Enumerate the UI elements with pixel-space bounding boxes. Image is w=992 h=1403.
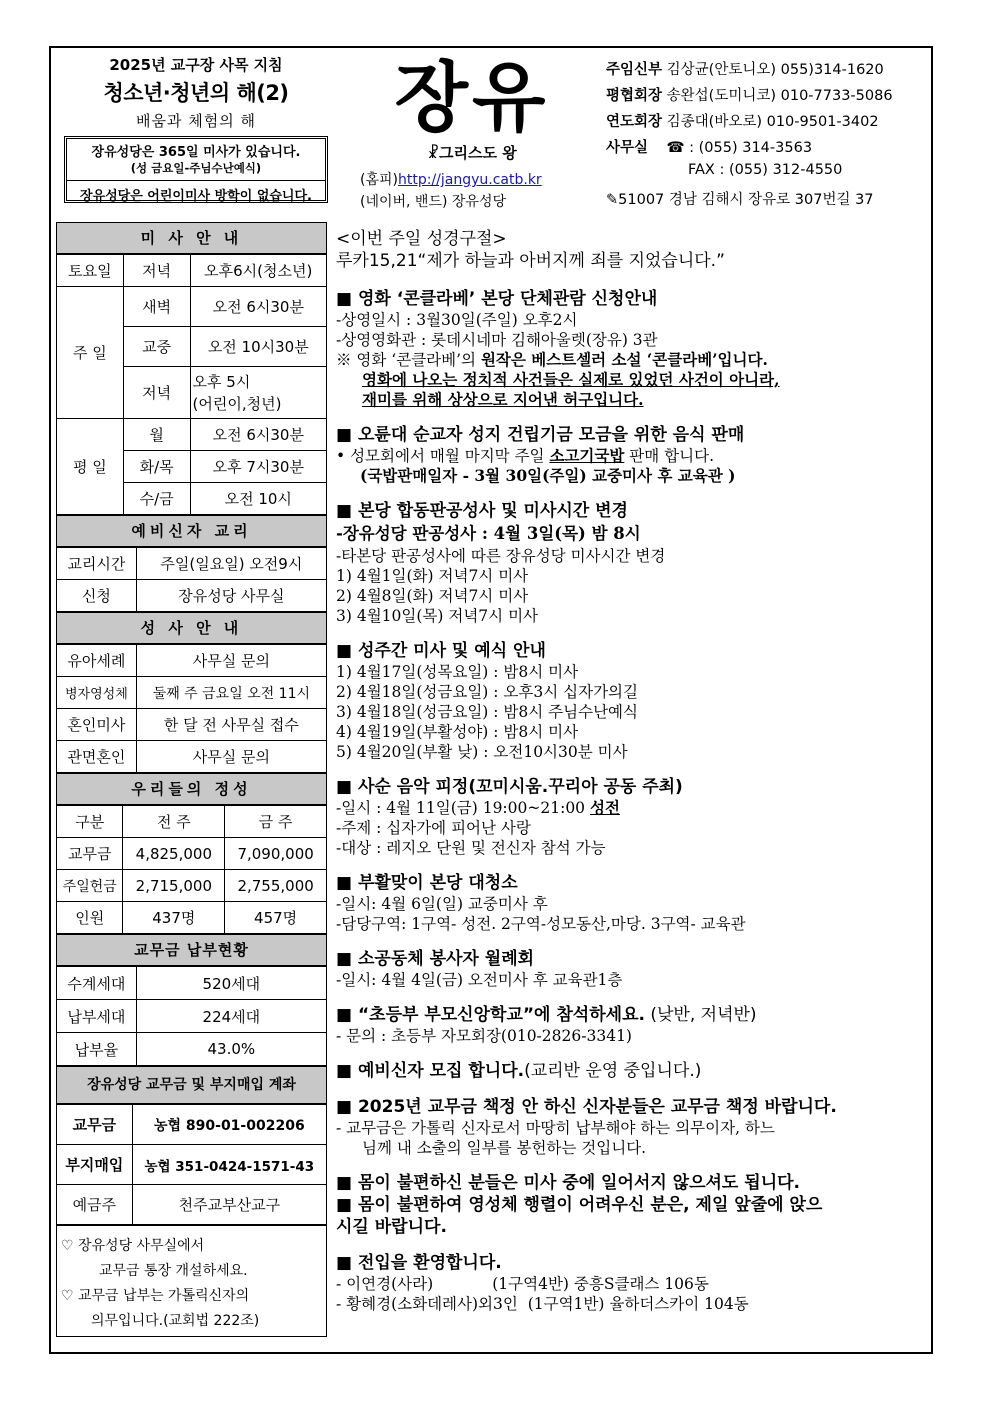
gospel-section xyxy=(336,228,926,272)
offering-cur: 2,755,000 xyxy=(225,870,327,902)
catechumen-label: 교리시간 xyxy=(57,548,137,580)
dues-label: 납부세대 xyxy=(57,1000,137,1033)
catechumen-value: 주일(일요일) 오전9시 xyxy=(136,548,326,580)
sat-time: 저녁 xyxy=(123,255,190,287)
confession-heading: ■ 본당 합동판공성사 및 미사시간 변경 xyxy=(336,501,628,521)
account-label: 예금주 xyxy=(57,1185,133,1225)
catechumen-value: 장유성당 사무실 xyxy=(136,580,326,612)
notice-children-mass: 장유성당은 어린이미사 방학이 없습니다. xyxy=(79,189,312,204)
homepage-link[interactable]: http://jangyu.catb.kr xyxy=(397,172,542,188)
notice-cleaning: ■ 부활맞이 본당 대청소 -일시: 4월 6일(일) 교중미사 후 -담당구역: 1구역- 성전. 2구역-성모동산,마당. 3구역- 교육관 xyxy=(336,872,926,934)
accounts-note: ♡ 장유성당 사무실에서 교무금 통장 개설하세요. ♡ 교무금 납부는 가톨릭신자의 의무입니다.(교회법 222조) xyxy=(56,1225,327,1337)
catechumen-label: 신청 xyxy=(57,580,137,612)
notice-food-sale: ■ 오륜대 순교자 성지 건립기금 모금을 위한 음식 판매 • 성모회에서 매월 마지막 주일 소고기국밥 판매 합니다. (국밥판매일자 - 3월 30일(주일) 교중미사 후 교육관 ) xyxy=(336,424,926,486)
notice-dues: ■ 2025년 교무금 책정 안 하신 신자분들은 교무금 책정 바랍니다. - 교무금은 가톨릭 신자로서 마땅히 납부해야 하는 의무이자, 하느 님께 내 소출의 일부를 봉헌하는 것입니다. xyxy=(336,1096,926,1158)
guideline-year: 2025년 교구장 사목 지침 xyxy=(109,56,283,74)
sun-label: 주 일 xyxy=(57,287,124,419)
sun-value: 오전 6시30분 xyxy=(190,287,326,327)
weekday-time: 화/목 xyxy=(123,451,190,483)
page-title: 장유 xyxy=(394,53,550,142)
accessibility-line: ■ 몸이 불편하여 영성체 행렬이 어려우신 분은, 제일 앞줄에 앉으 xyxy=(336,1195,823,1215)
sacrament-label: 혼인미사 xyxy=(57,709,137,741)
dues-heading: 교무금 납부현황 xyxy=(56,934,327,966)
sun-time: 교중 xyxy=(123,327,190,367)
sacrament-label: 병자영성체 xyxy=(57,677,137,709)
offering-header: 전 주 xyxy=(123,806,225,838)
sacrament-label: 유아세례 xyxy=(57,645,137,677)
dues-label: 수계세대 xyxy=(57,967,137,1000)
offering-label: 주일헌금 xyxy=(57,870,123,902)
catechumen-table xyxy=(56,547,327,612)
mass-heading: 미 사 안 내 xyxy=(56,222,327,254)
guideline-subtheme: 배움과 체험의 해 xyxy=(136,112,256,130)
homepage-label: (홈피) xyxy=(360,172,398,188)
cleaning-heading: ■ 부활맞이 본당 대청소 xyxy=(336,873,518,893)
account-value: 천주교부산교구 xyxy=(132,1185,326,1225)
notice-holy-week: ■ 성주간 미사 및 예식 안내 1) 4월17일(성목요일) : 밤8시 미사 2) 4월18일(성금요일) : 오후3시 십자가의길 3) 4월18일(성금요일) : 밤8시 주님수난예식 4) 4월19일(부활성야) : 밤8시 미사 5) 4월20일(부활 낮) : 오전10시30분 미사 xyxy=(336,640,926,762)
notice-parent-school: ■ “초등부 부모신앙학교”에 참석하세요. (낮반, 저녁반) - 문의 : 초등부 자모회장(010-2826-3341) xyxy=(336,1004,926,1046)
dues-value: 520세대 xyxy=(136,967,326,1000)
notice-exception: (성 금요일-주님수난예식) xyxy=(67,160,325,181)
notice-box xyxy=(64,136,328,203)
sun-value: 오전 10시30분 xyxy=(190,327,326,367)
contact-pastor: 주임신부 김상균(안토니오) 055)314-1620 xyxy=(606,62,884,78)
sacrament-value: 사무실 문의 xyxy=(136,645,326,677)
food-sale-heading: ■ 오륜대 순교자 성지 건립기금 모금을 위한 음식 판매 xyxy=(336,425,745,445)
notice-movie: ■ 영화 ‘콘클라베’ 본당 단체관람 신청안내 -상영일시 : 3월30일(주일) 오후2시 -상영영화관 : 롯데시네마 김해아울렛(장유) 3관 ※ 영화 ‘콘클라베’의 원작은 베스트셀러 소설 ‘콘클라베’입니다. 영화에 나오는 정치적 사건들은 실제로 있었던 사건이 아니라, 재미를 위해 상상으로 지어낸 허구입니다. xyxy=(336,288,926,410)
contact-council: 평협회장 송완섭(도미니코) 010-7733-5086 xyxy=(606,88,893,104)
gospel-text: 루카15,21“제가 하늘과 아버지께 죄를 지었습니다.” xyxy=(336,251,725,271)
weekday-time: 수/금 xyxy=(123,483,190,515)
account-value: 농협 890-01-002206 xyxy=(132,1105,326,1145)
movie-heading: ■ 영화 ‘콘클라베’ 본당 단체관람 신청안내 xyxy=(336,289,658,309)
offering-heading: 우리들의 정성 xyxy=(56,773,327,805)
weekday-time: 월 xyxy=(123,419,190,451)
weekday-value: 오전 10시 xyxy=(190,483,326,515)
account-label: 교무금 xyxy=(57,1105,133,1145)
mass-table xyxy=(56,254,327,515)
announcements xyxy=(336,228,926,1324)
weekday-label: 평 일 xyxy=(57,419,124,515)
notice-daily-mass: 장유성당은 365일 미사가 있습니다. xyxy=(91,145,301,160)
offering-table xyxy=(56,805,327,934)
notice-music-retreat: ■ 사순 음악 피정(꼬미시움.꾸리아 공동 주최) -일시 : 4월 11일(금) 19:00~21:00 성전 -주제 : 십자가에 피어난 사랑 -대상 : 레지오 단원 및 전신자 참석 가능 xyxy=(336,776,926,858)
sacrament-value: 둘째 주 금요일 오전 11시 xyxy=(136,677,326,709)
weekday-value: 오전 6시30분 xyxy=(190,419,326,451)
accessibility-line: ■ 몸이 불편하신 분들은 미사 중에 일어서지 않으셔도 됩니다. xyxy=(336,1173,800,1193)
account-value: 농협 351-0424-1571-43 xyxy=(132,1145,326,1185)
left-column xyxy=(56,222,327,1337)
weekday-value: 오후 7시30분 xyxy=(190,451,326,483)
contact-address: ✎51007 경남 김해시 장유로 307번길 37 xyxy=(606,192,874,208)
notice-catechumen xyxy=(336,1060,926,1082)
sun-time: 저녁 xyxy=(123,367,190,419)
gospel-title: <이번 주일 성경구절> xyxy=(336,229,507,249)
naver-band: (네이버, 밴드) 장유성당 xyxy=(360,194,506,210)
sun-value: 오후 5시 (어린이,청년) xyxy=(190,367,326,419)
header-pastoral-guideline xyxy=(58,52,334,208)
parent-school-heading: ■ “초등부 부모신앙학교”에 참석하세요. (낮반, 저녁반) xyxy=(336,1005,757,1025)
sat-value: 오후6시(청소년) xyxy=(190,255,326,287)
notice-accessibility xyxy=(336,1172,926,1238)
dues-notice-heading: ■ 2025년 교무금 책정 안 하신 신자분들은 교무금 책정 바랍니다. xyxy=(336,1097,837,1117)
guideline-theme: 청소년·청년의 해(2) xyxy=(103,81,289,105)
contact-yeondo: 연도회장 김종대(바오로) 010-9501-3402 xyxy=(606,114,879,130)
community-meeting-heading: ■ 소공동체 봉사자 월례회 xyxy=(336,949,535,969)
dues-value: 224세대 xyxy=(136,1000,326,1033)
contact-office: 사무실 ☎ : (055) 314-3563 xyxy=(606,140,813,156)
accounts-table xyxy=(56,1104,327,1225)
offering-prev: 2,715,000 xyxy=(123,870,225,902)
notice-confession: ■ 본당 합동판공성사 및 미사시간 변경 -장유성당 판공성사 : 4월 3일(목) 밤 8시 -타본당 판공성사에 따른 장유성당 미사시간 변경 1) 4월1일(화) 저녁7시 미사 2) 4월8일(화) 저녁7시 미사 3) 4월10일(목) 저녁7시 미사 xyxy=(336,500,926,626)
offering-cur: 457명 xyxy=(225,902,327,934)
homepage xyxy=(352,169,592,189)
music-retreat-heading: ■ 사순 음악 피정(꼬미시움.꾸리아 공동 주최) xyxy=(336,777,683,797)
offering-label: 교무금 xyxy=(57,838,123,870)
accounts-heading: 장유성당 교무금 및 부지매입 계좌 xyxy=(56,1066,327,1104)
offering-prev: 4,825,000 xyxy=(123,838,225,870)
contact-list xyxy=(606,58,926,214)
dues-value: 43.0% xyxy=(136,1033,326,1066)
welcome-heading: ■ 전입을 환영합니다. xyxy=(336,1253,502,1273)
contact-fax: FAX : (055) 312-4550 xyxy=(688,162,843,178)
sacrament-table xyxy=(56,644,327,773)
sacrament-label: 관면혼인 xyxy=(57,741,137,773)
catechumen-notice-heading: ■ 예비신자 모집 합니다.(교리반 운영 중입니다.) xyxy=(336,1061,702,1081)
catechumen-heading: 예비신자 교리 xyxy=(56,515,327,547)
dues-label: 납부율 xyxy=(57,1033,137,1066)
holy-week-heading: ■ 성주간 미사 및 예식 안내 xyxy=(336,641,546,661)
offering-header: 구분 xyxy=(57,806,123,838)
sun-time: 새벽 xyxy=(123,287,190,327)
accessibility-line: 시길 바랍니다. xyxy=(336,1217,447,1237)
offering-prev: 437명 xyxy=(123,902,225,934)
offering-label: 인원 xyxy=(57,902,123,934)
sacrament-heading: 성 사 안 내 xyxy=(56,612,327,644)
feast-subtitle: ☧그리스도 왕 xyxy=(427,144,517,162)
dues-table xyxy=(56,966,327,1066)
sat-label: 토요일 xyxy=(57,255,124,287)
sacrament-value: 한 달 전 사무실 접수 xyxy=(136,709,326,741)
account-label: 부지매입 xyxy=(57,1145,133,1185)
offering-header: 금 주 xyxy=(225,806,327,838)
masthead xyxy=(352,52,592,212)
sacrament-value: 사무실 문의 xyxy=(136,741,326,773)
notice-welcome: ■ 전입을 환영합니다. - 이연경(사라) (1구역4반) 중흥S클래스 106동 - 황혜경(소화데레사)외3인 (1구역1반) 율하더스카이 104동 xyxy=(336,1252,926,1314)
notice-community-meeting: ■ 소공동체 봉사자 월례회 -일시: 4월 4일(금) 오전미사 후 교육관1층 xyxy=(336,948,926,990)
offering-cur: 7,090,000 xyxy=(225,838,327,870)
